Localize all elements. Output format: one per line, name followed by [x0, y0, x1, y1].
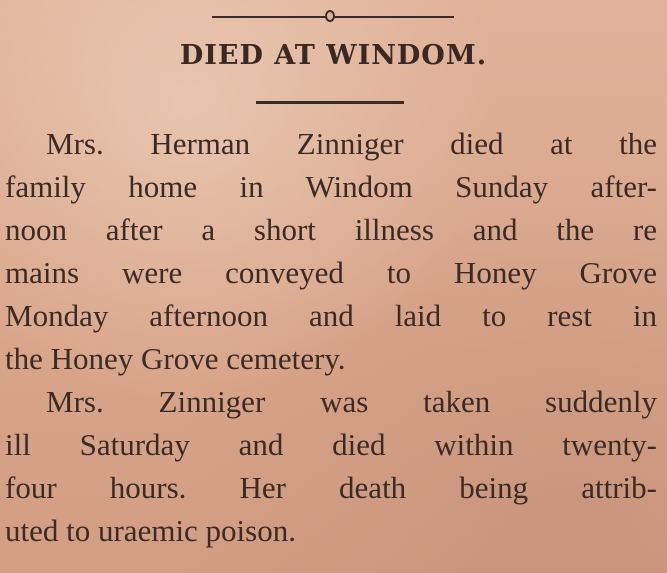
article-line: mains were conveyed to Honey Grove: [5, 255, 657, 290]
article-line: the Honey Grove cemetery.: [5, 341, 346, 376]
article-line: Mrs. Zinniger was taken suddenly: [46, 384, 657, 419]
article-line: Monday afternoon and laid to rest in: [5, 298, 657, 333]
article-line: family home in Windom Sunday after-: [5, 169, 657, 204]
headline-rule: [256, 101, 404, 104]
article-line: four hours. Her death being attrib-: [5, 470, 657, 505]
article-line: ill Saturday and died within twenty-: [5, 427, 657, 462]
article-line: uted to uraemic poison.: [5, 513, 296, 548]
rule-ornament: [325, 10, 335, 22]
article-line: Mrs. Herman Zinniger died at the: [46, 126, 657, 161]
headline: DIED AT WINDOM.: [179, 40, 488, 71]
article-line: noon after a short illness and the re: [5, 212, 657, 247]
